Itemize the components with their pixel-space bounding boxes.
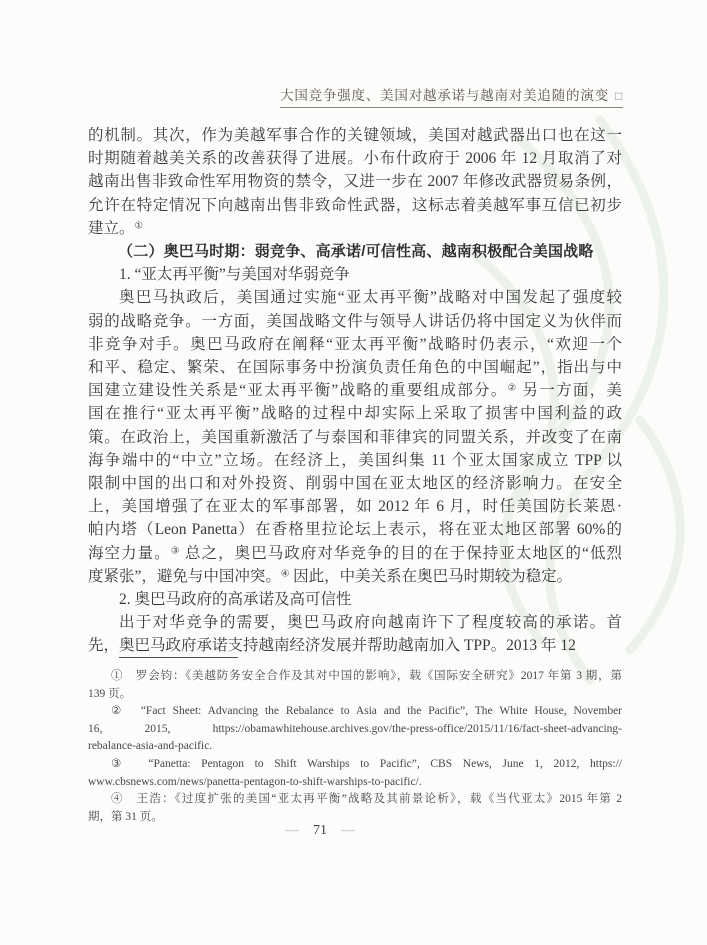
running-header bbox=[280, 84, 623, 108]
body-line: 国在推行“亚太再平衡”战略的过程中却实际上采取了损害中国利益的政 bbox=[88, 405, 622, 423]
body-line: 先，奥巴马政府承诺支持越南经济发展并帮助越南加入 TPP。2013 年 12 bbox=[88, 637, 576, 655]
page-number-value: 71 bbox=[313, 823, 327, 838]
body-text bbox=[88, 124, 622, 658]
body-line: 越南出售非致命性军用物资的禁令，又进一步在 2007 年修改武器贸易条例， bbox=[88, 173, 622, 191]
header-end-box-icon: □ bbox=[614, 89, 623, 103]
footnote-separator bbox=[119, 657, 238, 658]
footnote-line: ② “Fact Sheet: Advancing the Rebalance to Asia and the Pacific”, The White House, November bbox=[111, 705, 622, 718]
page-number-dash: — bbox=[341, 823, 355, 838]
body-line: 弱的战略竞争。一方面，美国战略文件与领导人讲话仍将中国定义为伙伴而 bbox=[88, 312, 622, 330]
body-line: 奥巴马执政后，美国通过实施“亚太再平衡”战略对中国发起了强度较 bbox=[119, 289, 622, 307]
footnote-line: rebalance-asia-and-pacific. bbox=[88, 740, 213, 753]
body-line: 非竞争对手。奥巴马政府在阐释“亚太再平衡”战略时仍表示，“欢迎一个 bbox=[88, 335, 622, 353]
body-line: 允许在特定情况下向越南出售非致命性武器，这标志着美越军事互信已初步 bbox=[88, 196, 622, 214]
body-line: 海空力量。③ 总之，奥巴马政府对华竞争的目的在于保持亚太地区的“低烈 bbox=[88, 544, 622, 562]
footnote-line: ① 罗会钧：《美越防务安全合作及其对中国的影响》，载《国际安全研究》2017 年第 3 期，第 bbox=[111, 670, 622, 682]
footnote-line: 16, 2015, https://obamawhitehouse.archives.gov/the-press-office/2015/11/16/fact-sheet-advancing- bbox=[88, 722, 622, 735]
footnote-line: www.cbsnews.com/news/panetta-pentagon-to-shift-warships-to-pacific/. bbox=[88, 775, 422, 788]
page-number bbox=[0, 823, 640, 839]
body-line: 出于对华竞争的需要，奥巴马政府向越南许下了程度较高的承诺。首 bbox=[119, 614, 622, 632]
body-line: 的机制。其次，作为美越军事合作的关键领域，美国对越武器出口也在这一 bbox=[88, 127, 622, 144]
page-number-dash: — bbox=[285, 823, 299, 838]
subsection-heading: 1. “亚太再平衡”与美国对华弱竞争 bbox=[119, 266, 350, 284]
body-line: 上，美国增强了在亚太的军事部署，如 2012 年 6 月，时任美国防长莱恩· bbox=[88, 498, 622, 516]
footnote-line: 139 页。 bbox=[88, 687, 132, 700]
body-line: 限制中国的出口和对外投资、削弱中国在亚太地区的经济影响力。在安全 bbox=[88, 475, 622, 493]
footnotes bbox=[88, 668, 622, 826]
section-heading: （二）奥巴马时期：弱竞争、高承诺/可信性高、越南积极配合美国战略 bbox=[118, 243, 594, 261]
body-line: 海争端中的“中立”立场。在经济上，美国纠集 11 个亚太国家成立 TPP 以 bbox=[88, 451, 622, 469]
body-line: 帕内塔（Leon Panetta）在香格里拉论坛上表示，将在亚太地区部署 60%的 bbox=[88, 521, 622, 539]
subsection-heading: 2. 奥巴马政府的高承诺及高可信性 bbox=[119, 591, 352, 609]
body-line: 国建立建设性关系是“亚太再平衡”战略的重要组成部分。② 另一方面，美 bbox=[88, 382, 622, 400]
body-line: 时期随着越美关系的改善获得了进展。小布什政府于 2006 年 12 月取消了对 bbox=[88, 150, 622, 168]
footnote-line: ④ 王浩：《过度扩张的美国“亚太再平衡”战略及其前景论析》，载《当代亚太》2015 年第 2 bbox=[111, 793, 622, 806]
body-line: 度紧张”，避免与中国冲突。④ 因此，中美关系在奥巴马时期较为稳定。 bbox=[88, 567, 573, 585]
footnote-line: 期，第 31 页。 bbox=[88, 810, 163, 823]
footnote-line: ③ “Panetta: Pentagon to Shift Warships to Pacific”, CBS News, June 1, 2012, https:// bbox=[111, 757, 622, 770]
body-line: 策。在政治上，美国重新激活了与泰国和菲律宾的同盟关系，并改变了在南 bbox=[88, 428, 622, 446]
body-line: 和平、稳定、繁荣、在国际事务中扮演负责任角色的中国崛起”，指出与中 bbox=[88, 359, 622, 377]
body-line: 建立。① bbox=[88, 219, 143, 237]
running-header-title: 大国竞争强度、美国对越承诺与越南对美追随的演变 bbox=[280, 88, 609, 103]
